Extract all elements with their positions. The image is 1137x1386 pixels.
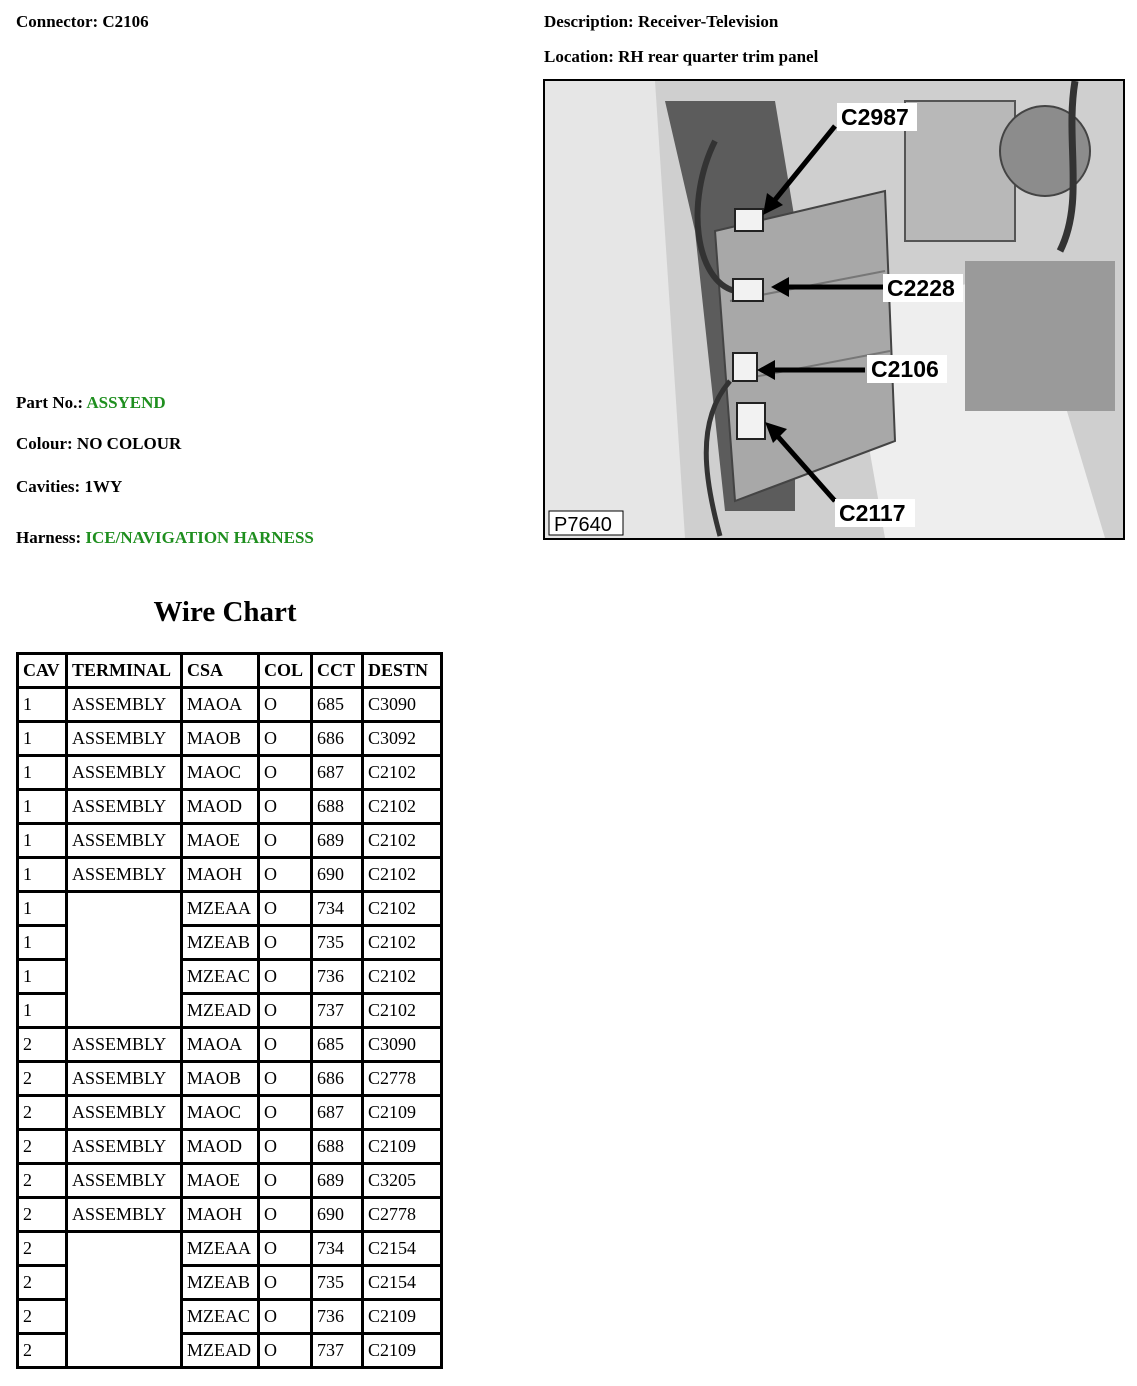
cell-cct: 685 xyxy=(313,689,361,720)
cell-terminal: ASSEMBLY xyxy=(68,1063,180,1094)
cell-cct: 687 xyxy=(313,1097,361,1128)
cell-csa: MAOB xyxy=(183,723,257,754)
cell-terminal: ASSEMBLY xyxy=(68,1029,180,1060)
upper-box xyxy=(905,101,1015,241)
table-row xyxy=(19,859,440,890)
connector-c2117 xyxy=(737,403,765,439)
callout-c2117: C2117 xyxy=(839,500,906,526)
cell-col: O xyxy=(260,927,310,958)
cell-col: O xyxy=(260,1131,310,1162)
cavities-line xyxy=(16,477,122,497)
cell-col: O xyxy=(260,723,310,754)
table-row xyxy=(19,1029,440,1060)
cell-csa: MAOD xyxy=(183,791,257,822)
cell-terminal: ASSEMBLY xyxy=(68,1165,180,1196)
table-row xyxy=(19,1063,440,1094)
cell-col: O xyxy=(260,1165,310,1196)
cell-terminal xyxy=(68,1233,180,1366)
harness-label: Harness: xyxy=(16,528,82,547)
cell-destn: C2102 xyxy=(364,791,440,822)
cell-cct: 688 xyxy=(313,791,361,822)
cell-cav: 1 xyxy=(19,723,65,754)
cell-cav: 1 xyxy=(19,689,65,720)
cell-destn: C2154 xyxy=(364,1233,440,1264)
wire-chart-body xyxy=(19,689,440,1366)
table-row xyxy=(19,791,440,822)
cell-csa: MAOA xyxy=(183,689,257,720)
cell-cct: 734 xyxy=(313,1233,361,1264)
cell-cav: 1 xyxy=(19,791,65,822)
cell-destn: C2109 xyxy=(364,1131,440,1162)
cell-cav: 2 xyxy=(19,1097,65,1128)
cell-csa: MAOD xyxy=(183,1131,257,1162)
connector-c2106 xyxy=(733,353,757,381)
table-row xyxy=(19,1199,440,1230)
table-row xyxy=(19,1097,440,1128)
cell-cav: 2 xyxy=(19,1165,65,1196)
cell-cav: 2 xyxy=(19,1199,65,1230)
cell-cct: 690 xyxy=(313,859,361,890)
table-row xyxy=(19,1233,440,1264)
cell-csa: MAOB xyxy=(183,1063,257,1094)
connector-line xyxy=(16,12,149,32)
cell-cct: 686 xyxy=(313,1063,361,1094)
wire-chart-title: Wire Chart xyxy=(153,596,297,628)
cell-col: O xyxy=(260,1233,310,1264)
cell-csa: MAOC xyxy=(183,757,257,788)
part-label: Part No.: xyxy=(16,393,84,412)
module-block xyxy=(965,261,1115,411)
cell-cct: 736 xyxy=(313,1301,361,1332)
cell-terminal: ASSEMBLY xyxy=(68,723,180,754)
col-terminal: TERMINAL xyxy=(68,655,180,686)
location-line xyxy=(544,47,818,67)
cell-cav: 2 xyxy=(19,1233,65,1264)
cell-cct: 689 xyxy=(313,825,361,856)
cell-col: O xyxy=(260,825,310,856)
cell-cav: 1 xyxy=(19,859,65,890)
table-row xyxy=(19,1165,440,1196)
description-line xyxy=(544,12,778,32)
cavities-label: Cavities: xyxy=(16,477,81,496)
wire-chart-table xyxy=(16,652,443,1369)
cell-csa: MAOH xyxy=(183,1199,257,1230)
cell-col: O xyxy=(260,961,310,992)
cell-csa: MAOA xyxy=(183,1029,257,1060)
table-row xyxy=(19,893,440,924)
connector-label: Connector: xyxy=(16,12,99,31)
cell-cav: 2 xyxy=(19,1029,65,1060)
cell-destn: C2109 xyxy=(364,1097,440,1128)
colour-line xyxy=(16,434,181,454)
cell-destn: C2102 xyxy=(364,927,440,958)
cell-col: O xyxy=(260,757,310,788)
cell-destn: C2102 xyxy=(364,961,440,992)
cell-csa: MAOH xyxy=(183,859,257,890)
cell-terminal: ASSEMBLY xyxy=(68,757,180,788)
image-ref: P7640 xyxy=(554,514,612,536)
cell-cav: 1 xyxy=(19,757,65,788)
cell-csa: MZEAC xyxy=(183,961,257,992)
cell-col: O xyxy=(260,1199,310,1230)
col-destn: DESTN xyxy=(364,655,440,686)
cavities-value: 1WY xyxy=(84,477,123,496)
col-col: COL xyxy=(260,655,310,686)
cell-cav: 1 xyxy=(19,961,65,992)
cell-terminal: ASSEMBLY xyxy=(68,791,180,822)
cell-destn: C3092 xyxy=(364,723,440,754)
cell-col: O xyxy=(260,791,310,822)
location-photo xyxy=(543,79,1125,540)
table-row xyxy=(19,757,440,788)
cell-cav: 1 xyxy=(19,893,65,924)
cell-terminal: ASSEMBLY xyxy=(68,689,180,720)
harness-value[interactable]: ICE/NAVIGATION HARNESS xyxy=(85,528,314,547)
cell-cct: 737 xyxy=(313,995,361,1026)
cell-col: O xyxy=(260,995,310,1026)
table-row xyxy=(19,723,440,754)
cell-col: O xyxy=(260,1097,310,1128)
cell-terminal: ASSEMBLY xyxy=(68,825,180,856)
description-label: Description: xyxy=(544,12,634,31)
cell-csa: MZEAA xyxy=(183,893,257,924)
cell-csa: MZEAA xyxy=(183,1233,257,1264)
cell-csa: MZEAD xyxy=(183,1335,257,1366)
location-label: Location: xyxy=(544,47,614,66)
cell-csa: MZEAC xyxy=(183,1301,257,1332)
cell-csa: MZEAB xyxy=(183,1267,257,1298)
cell-cav: 2 xyxy=(19,1131,65,1162)
cell-terminal: ASSEMBLY xyxy=(68,859,180,890)
cell-col: O xyxy=(260,893,310,924)
cell-cct: 734 xyxy=(313,893,361,924)
harness-line xyxy=(16,528,314,548)
cell-cct: 687 xyxy=(313,757,361,788)
table-row xyxy=(19,825,440,856)
cell-col: O xyxy=(260,1267,310,1298)
cell-cav: 2 xyxy=(19,1335,65,1366)
colour-label: Colour: xyxy=(16,434,73,453)
cell-cav: 2 xyxy=(19,1301,65,1332)
connector-value: C2106 xyxy=(102,12,149,31)
cell-cav: 2 xyxy=(19,1267,65,1298)
cell-destn: C2778 xyxy=(364,1199,440,1230)
cell-terminal: ASSEMBLY xyxy=(68,1097,180,1128)
cell-destn: C2109 xyxy=(364,1335,440,1366)
location-value: RH rear quarter trim panel xyxy=(618,47,819,66)
cell-destn: C3090 xyxy=(364,689,440,720)
cell-terminal: ASSEMBLY xyxy=(68,1199,180,1230)
wire-chart-header xyxy=(19,655,440,686)
callout-c2106: C2106 xyxy=(871,356,939,382)
cell-cav: 1 xyxy=(19,825,65,856)
cell-destn: C2102 xyxy=(364,995,440,1026)
cell-destn: C2154 xyxy=(364,1267,440,1298)
colour-value: NO COLOUR xyxy=(76,434,182,453)
part-line xyxy=(16,393,166,413)
cell-csa: MAOE xyxy=(183,825,257,856)
cell-cav: 1 xyxy=(19,927,65,958)
connector-c2987 xyxy=(735,209,763,231)
cell-terminal xyxy=(68,893,180,1026)
cell-col: O xyxy=(260,1301,310,1332)
cell-cct: 736 xyxy=(313,961,361,992)
cell-cav: 1 xyxy=(19,995,65,1026)
cell-csa: MAOE xyxy=(183,1165,257,1196)
location-illustration xyxy=(545,81,1123,538)
cell-col: O xyxy=(260,1335,310,1366)
cell-destn: C2778 xyxy=(364,1063,440,1094)
cell-destn: C3205 xyxy=(364,1165,440,1196)
cell-cct: 737 xyxy=(313,1335,361,1366)
cell-col: O xyxy=(260,689,310,720)
cell-destn: C3090 xyxy=(364,1029,440,1060)
cell-terminal: ASSEMBLY xyxy=(68,1131,180,1162)
description-value: Receiver-Television xyxy=(637,12,779,31)
cell-cav: 2 xyxy=(19,1063,65,1094)
cell-cct: 735 xyxy=(313,1267,361,1298)
cell-cct: 686 xyxy=(313,723,361,754)
cell-cct: 690 xyxy=(313,1199,361,1230)
part-value[interactable]: ASSYEND xyxy=(86,393,166,412)
cell-csa: MZEAB xyxy=(183,927,257,958)
cell-cct: 735 xyxy=(313,927,361,958)
cell-destn: C2102 xyxy=(364,825,440,856)
cell-col: O xyxy=(260,1063,310,1094)
cell-cct: 685 xyxy=(313,1029,361,1060)
callout-c2987: C2987 xyxy=(841,104,909,130)
cell-destn: C2102 xyxy=(364,893,440,924)
table-row xyxy=(19,689,440,720)
cell-col: O xyxy=(260,1029,310,1060)
cell-csa: MZEAD xyxy=(183,995,257,1026)
connector-c2228 xyxy=(733,279,763,301)
cell-destn: C2102 xyxy=(364,859,440,890)
col-cav: CAV xyxy=(19,655,65,686)
cell-cct: 688 xyxy=(313,1131,361,1162)
col-csa: CSA xyxy=(183,655,257,686)
cell-destn: C2102 xyxy=(364,757,440,788)
callout-c2228: C2228 xyxy=(887,275,955,301)
cell-destn: C2109 xyxy=(364,1301,440,1332)
col-cct: CCT xyxy=(313,655,361,686)
cell-csa: MAOC xyxy=(183,1097,257,1128)
table-row xyxy=(19,1131,440,1162)
cell-col: O xyxy=(260,859,310,890)
cell-cct: 689 xyxy=(313,1165,361,1196)
